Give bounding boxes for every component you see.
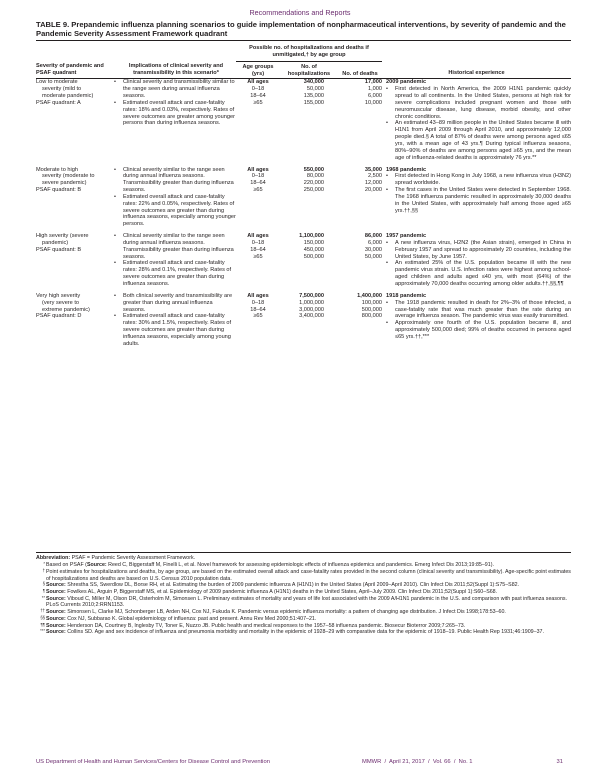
footnote-text: Shrestha SS, Swerdlow DL, Borse RH, et al. Estimating the burden of 2009 pandemic influenza A (H1N1) in the United States (April 2009–April 2010). Clin Infect Dis 2011;52(Suppl 1):S75–S82. bbox=[65, 582, 520, 589]
footnote-text: Henderson DA, Courtney B, Inglesby TV, Toner E, Nuzzo JB. Public health and medical responses to the 1957–58 influenza pandemic. Biosecur Bioterror 2009;7:265–73. bbox=[65, 622, 466, 629]
severity-label: extreme pandemic) bbox=[42, 306, 90, 313]
source-label: Source: bbox=[86, 562, 107, 569]
footnote bbox=[36, 562, 571, 569]
deaths-value: 800,000 bbox=[361, 313, 382, 320]
historical-item: • An estimated 43–89 million people in the United States became ill with H1N1 from April 2009 through April 2010, and approximately 12,000 people died.§ A total of 87% of deaths were among persons aged ≤65 yrs, with a mean age of 43 yrs.¶ During typical influenza seasons, 80%–90% of deaths are among persons aged ≥65 yrs, and the mean age of influenza-related deaths is approximately 76 yrs.** bbox=[386, 120, 571, 161]
table-row bbox=[36, 79, 571, 162]
hospitalizations-value: 135,000 bbox=[303, 93, 324, 100]
age-group: 0–18 bbox=[251, 299, 265, 306]
historical-cell bbox=[382, 167, 571, 229]
deaths-cell bbox=[338, 167, 382, 229]
age-group: 0–18 bbox=[251, 173, 265, 180]
psaf-quadrant: PSAF quadrant: D bbox=[36, 313, 82, 320]
deaths-value: 1,400,000 bbox=[357, 292, 382, 299]
hospitalizations-cell bbox=[280, 233, 338, 288]
severity-label: severity (mild to bbox=[42, 86, 82, 93]
hospitalizations-value: 500,000 bbox=[303, 253, 324, 260]
hospitalizations-value: 155,000 bbox=[303, 99, 324, 106]
deaths-cell bbox=[338, 79, 382, 162]
age-group: All ages bbox=[247, 292, 269, 299]
deaths-value: 35,000 bbox=[364, 166, 382, 173]
scenario-table bbox=[36, 41, 571, 348]
footnote bbox=[36, 629, 571, 636]
deaths-cell bbox=[338, 233, 382, 288]
implication-item: • Estimated overall attack and case-fatality rates: 30% and 1.5%, respectively. Rates of severe outcomes are greater than during influenza seasons, especially among young adults. bbox=[114, 313, 236, 347]
implication-item: • Clinical severity similar to the range seen during annual influenza seasons. Transmissibility greater than during influenza seasons. bbox=[114, 167, 236, 194]
implication-item: • Estimated overall attack and case-fatality rates: 18% and 0.03%, respectively. Rates of severe outcomes are greater among younger persons than during influenza seasons. bbox=[114, 100, 236, 127]
footnote-text: Simonsen L, Clarke MJ, Schonberger LB, Arden NH, Cox NJ, Fukuda K. Pandemic versus epidemic influenza mortality: a pattern of changing age distribution. J Infect Dis 1998;178:53–60. bbox=[65, 609, 506, 616]
age-group: All ages bbox=[247, 166, 269, 173]
age-groups-cell bbox=[236, 167, 280, 229]
implication-item: • Estimated overall attack and case-fatality rates: 22% and 0.05%, respectively. Rates of severe outcomes are greater than during influenza seasons, especially among younger persons. bbox=[114, 194, 236, 228]
age-group: All ages bbox=[247, 233, 269, 240]
footnote-prefix: Based on PSAF ( bbox=[46, 562, 87, 569]
hospitalizations-cell bbox=[280, 293, 338, 348]
footnote-text: Collins SD. Age and sex incidence of influenza and pneumonia morbidity and mortality in the epidemic of 1928–29 with comparative data for the epidemic of 1918–19. Public Health Rep 1931;46:1909–37. bbox=[65, 629, 544, 636]
severity-cell bbox=[36, 167, 114, 229]
hospitalizations-value: 3,400,000 bbox=[299, 313, 324, 320]
historical-title: 1968 pandemic bbox=[386, 166, 427, 173]
historical-cell bbox=[382, 293, 571, 348]
journal-citation: MMWR / April 21, 2017 / Vol. 66 / No. 1 bbox=[362, 759, 473, 765]
historical-item: • First detected in North America, the 2009 H1N1 pandemic quickly spread to all continents. In the United States, persons at high risk for severe complications included pregnant women and those with neuromuscular disease, lung disease, morbid obesity, and other chronic conditions. bbox=[386, 86, 571, 120]
hospitalizations-value: 80,000 bbox=[306, 173, 324, 180]
deaths-value: 10,000 bbox=[364, 99, 382, 106]
implications-cell bbox=[114, 233, 236, 288]
hospitalizations-value: 1,000,000 bbox=[299, 299, 324, 306]
historical-item: • Approximately one fourth of the U.S. population became ill, and approximately 500,000 died; 99% of deaths occurred in persons aged ≤65 yrs.††,*** bbox=[386, 320, 571, 341]
publisher-line: US Department of Health and Human Services/Centers for Disease Control and Prevention bbox=[36, 759, 270, 765]
source-label: Source: bbox=[46, 595, 66, 602]
footnote bbox=[36, 623, 571, 630]
severity-label: severity (moderate to bbox=[42, 173, 95, 180]
implication-item: • Clinical severity similar to the range seen during annual influenza seasons. Transmissibility greater than during influenza seasons. bbox=[114, 233, 236, 260]
table-bottom-rule bbox=[36, 552, 571, 553]
source-label: Source: bbox=[46, 589, 66, 596]
hospitalizations-value: 50,000 bbox=[306, 86, 324, 93]
abbreviation-note bbox=[36, 555, 571, 562]
footnote-mark: * bbox=[43, 561, 45, 567]
deaths-value: 50,000 bbox=[364, 253, 382, 260]
hospitalizations-value: 7,500,000 bbox=[299, 292, 324, 299]
table-title: TABLE 9. Prepandemic influenza planning scenarios to guide implementation of nonpharmaceutical interventions, by severity of pandemic and the Pandemic Severity Assessment Framework quadrant bbox=[36, 20, 566, 39]
deaths-value: 12,000 bbox=[364, 180, 382, 187]
severity-label: Low to moderate bbox=[36, 79, 78, 86]
deaths-value: 20,000 bbox=[364, 187, 382, 194]
footnote-mark: † bbox=[42, 567, 45, 573]
historical-item: • The 1918 pandemic resulted in death for 2%–3% of those infected, a case-fatality rate that was much greater than the rate during an average influenza season. The pandemic virus was easily transmitted. bbox=[386, 300, 571, 321]
historical-title: 1918 pandemic bbox=[386, 292, 427, 299]
age-groups-cell bbox=[236, 79, 280, 162]
age-groups-cell bbox=[236, 293, 280, 348]
age-group: 0–18 bbox=[251, 239, 265, 246]
age-group: ≥65 bbox=[253, 253, 263, 260]
severity-cell bbox=[36, 233, 114, 288]
age-group: ≥65 bbox=[253, 99, 263, 106]
footnote bbox=[36, 589, 571, 596]
hospitalizations-cell bbox=[280, 167, 338, 229]
hospitalizations-value: 340,000 bbox=[303, 79, 324, 86]
source-label: Source: bbox=[46, 615, 66, 622]
footnote bbox=[36, 596, 571, 609]
implications-cell bbox=[114, 167, 236, 229]
deaths-value: 1,000 bbox=[368, 86, 382, 93]
historical-title: 1957 pandemic bbox=[386, 233, 427, 240]
header-hospitalizations: No. of hospitalizations bbox=[280, 61, 338, 79]
deaths-value: 100,000 bbox=[361, 299, 382, 306]
implications-cell bbox=[114, 79, 236, 162]
historical-cell bbox=[382, 233, 571, 288]
footnote-mark: ** bbox=[41, 594, 45, 600]
hospitalizations-cell bbox=[280, 79, 338, 162]
deaths-value: 6,000 bbox=[368, 93, 382, 100]
table-footnotes bbox=[36, 555, 571, 636]
severity-label: (very severe to bbox=[42, 299, 79, 306]
age-group: ≥65 bbox=[253, 313, 263, 320]
source-label: Source: bbox=[46, 582, 66, 589]
abbreviation-text: PSAF = Pandemic Severity Assessment Framework. bbox=[70, 555, 196, 561]
header-age-groups: Age groups (yrs) bbox=[236, 61, 280, 79]
footnote-text: Fowlkes AL, Arguin P, Biggerstaff MS, et al. Epidemiology of 2009 pandemic influenza A (H1N1) deaths in the United States, April–July 2009. Clin Infect Dis 2011;52(Suppl 1):S60–S68. bbox=[65, 589, 498, 596]
severity-label: pandemic) bbox=[42, 239, 69, 246]
deaths-value: 6,000 bbox=[368, 239, 382, 246]
deaths-cell bbox=[338, 293, 382, 348]
footnote bbox=[36, 609, 571, 616]
source-label: Source: bbox=[46, 609, 66, 616]
severity-label: moderate pandemic) bbox=[42, 93, 94, 100]
severity-cell bbox=[36, 79, 114, 162]
hospitalizations-value: 150,000 bbox=[303, 239, 324, 246]
age-group: 18–64 bbox=[250, 306, 266, 313]
header-spanning: Possible no. of hospitalizations and deaths if unmitigated,† by age group bbox=[236, 41, 382, 61]
footnote bbox=[36, 569, 571, 582]
psaf-quadrant: PSAF quadrant: B bbox=[36, 246, 82, 253]
hospitalizations-value: 250,000 bbox=[303, 187, 324, 194]
deaths-value: 2,500 bbox=[368, 173, 382, 180]
table-row bbox=[36, 233, 571, 288]
footnote-text: Viboud C, Miller M, Olson DR, Osterholm M, Simonsen L. Preliminary estimates of mortality and years of life lost associated with the 2009 A/H1N1 pandemic in the U.S. and comparison with past influenza seasons. PLoS Currents 2010;2:RRN1153. bbox=[46, 595, 568, 609]
table-row bbox=[36, 293, 571, 348]
implication-item: • Both clinical severity and transmissibility are greater than during annual influenza seasons. bbox=[114, 293, 236, 314]
age-group: All ages bbox=[247, 79, 269, 86]
hospitalizations-value: 220,000 bbox=[303, 180, 324, 187]
hospitalizations-value: 450,000 bbox=[303, 246, 324, 253]
severity-label: Very high severity bbox=[36, 292, 81, 299]
footnote-mark: § bbox=[42, 581, 45, 587]
historical-item: • The first cases in the United States were detected in September 1968. The 1968 influenza pandemic resulted in approximately 30,000 deaths in the United States, with approximately half among those aged ≥65 yrs.††,§§ bbox=[386, 187, 571, 214]
header-historical: Historical experience bbox=[382, 41, 571, 79]
footnote-text: Reed C, Biggerstaff M, Finelli L, et al. Novel framework for assessing epidemiologic effects of influenza epidemics and pandemics. Emerg Infect Dis 2013;19:85–91). bbox=[106, 562, 494, 569]
source-label: Source: bbox=[46, 622, 66, 629]
footnote-mark: ¶¶ bbox=[40, 621, 45, 627]
hospitalizations-value: 1,100,000 bbox=[299, 233, 324, 240]
age-groups-cell bbox=[236, 233, 280, 288]
psaf-quadrant: PSAF quadrant: A bbox=[36, 99, 81, 106]
footnote-mark: †† bbox=[40, 608, 45, 614]
abbreviation-label: Abbreviation: bbox=[36, 555, 71, 561]
historical-title: 2009 pandemic bbox=[386, 79, 427, 86]
footnote bbox=[36, 582, 571, 589]
deaths-value: 86,000 bbox=[364, 233, 382, 240]
footnote-text: Point estimates for hospitalizations and deaths, by age group, are based on the estimated overall attack and case-fatality rates provided in the second column (clinical severity and transmissibility). Age-specific point estimates of hospitalizations and deaths are based on U.S. Census 2010 population data. bbox=[46, 568, 571, 582]
severity-label: Moderate to high bbox=[36, 166, 78, 173]
footnote-text: Cox NJ, Subbarao K. Global epidemiology of influenza: past and present. Annu Rev Med 2000;51:407–21. bbox=[65, 615, 317, 622]
implication-item: • Clinical severity and transmissibility similar to the range seen during annual influenza seasons. bbox=[114, 79, 236, 100]
table-row bbox=[36, 167, 571, 229]
age-group: 0–18 bbox=[251, 86, 265, 93]
age-group: 18–64 bbox=[250, 93, 266, 100]
age-group: ≥65 bbox=[253, 187, 263, 194]
running-head: Recommendations and Reports bbox=[249, 8, 351, 17]
footnote-mark: §§ bbox=[40, 614, 45, 620]
deaths-value: 17,000 bbox=[364, 79, 382, 86]
severity-label: High severity (severe bbox=[36, 233, 89, 240]
header-deaths: No. of deaths bbox=[338, 61, 382, 79]
psaf-quadrant: PSAF quadrant: B bbox=[36, 187, 82, 194]
historical-cell bbox=[382, 79, 571, 162]
source-label: Source: bbox=[46, 629, 66, 636]
header-implications: Implications of clinical severity and transmissibility in this scenario* bbox=[114, 41, 236, 79]
historical-item: • First detected in Hong Kong in July 1968, a new influenza virus (H3N2) spread worldwide. bbox=[386, 173, 571, 187]
historical-item: • An estimated 25% of the U.S. population became ill with the new pandemic virus strain. U.S. infection rates were highest among school-aged children and adults aged ≤40 yrs, with most (64%) of the approximately 70,000 deaths occurring among older adults.††,§§,¶¶ bbox=[386, 260, 571, 287]
header-severity: Severity of pandemic and PSAF quadrant bbox=[36, 41, 114, 79]
implication-item: • Estimated overall attack and case-fatality rates: 28% and 0.1%, respectively. Rates of severe outcomes are greater than during influenza seasons. bbox=[114, 260, 236, 287]
historical-item: • A new influenza virus, H2N2 (the Asian strain), emerged in China in February 1957 and spread to approximately 20 countries, including the United States, by June 1957. bbox=[386, 240, 571, 261]
footnote-mark: *** bbox=[40, 628, 45, 634]
deaths-value: 500,000 bbox=[361, 306, 382, 313]
severity-label: severe pandemic) bbox=[42, 180, 87, 187]
hospitalizations-value: 3,000,000 bbox=[299, 306, 324, 313]
footnote-mark: ¶ bbox=[42, 588, 45, 594]
hospitalizations-value: 550,000 bbox=[303, 166, 324, 173]
age-group: 18–64 bbox=[250, 246, 266, 253]
deaths-value: 30,000 bbox=[364, 246, 382, 253]
implications-cell bbox=[114, 293, 236, 348]
page-number: 31 bbox=[556, 759, 563, 765]
footnote bbox=[36, 616, 571, 623]
severity-cell bbox=[36, 293, 114, 348]
age-group: 18–64 bbox=[250, 180, 266, 187]
